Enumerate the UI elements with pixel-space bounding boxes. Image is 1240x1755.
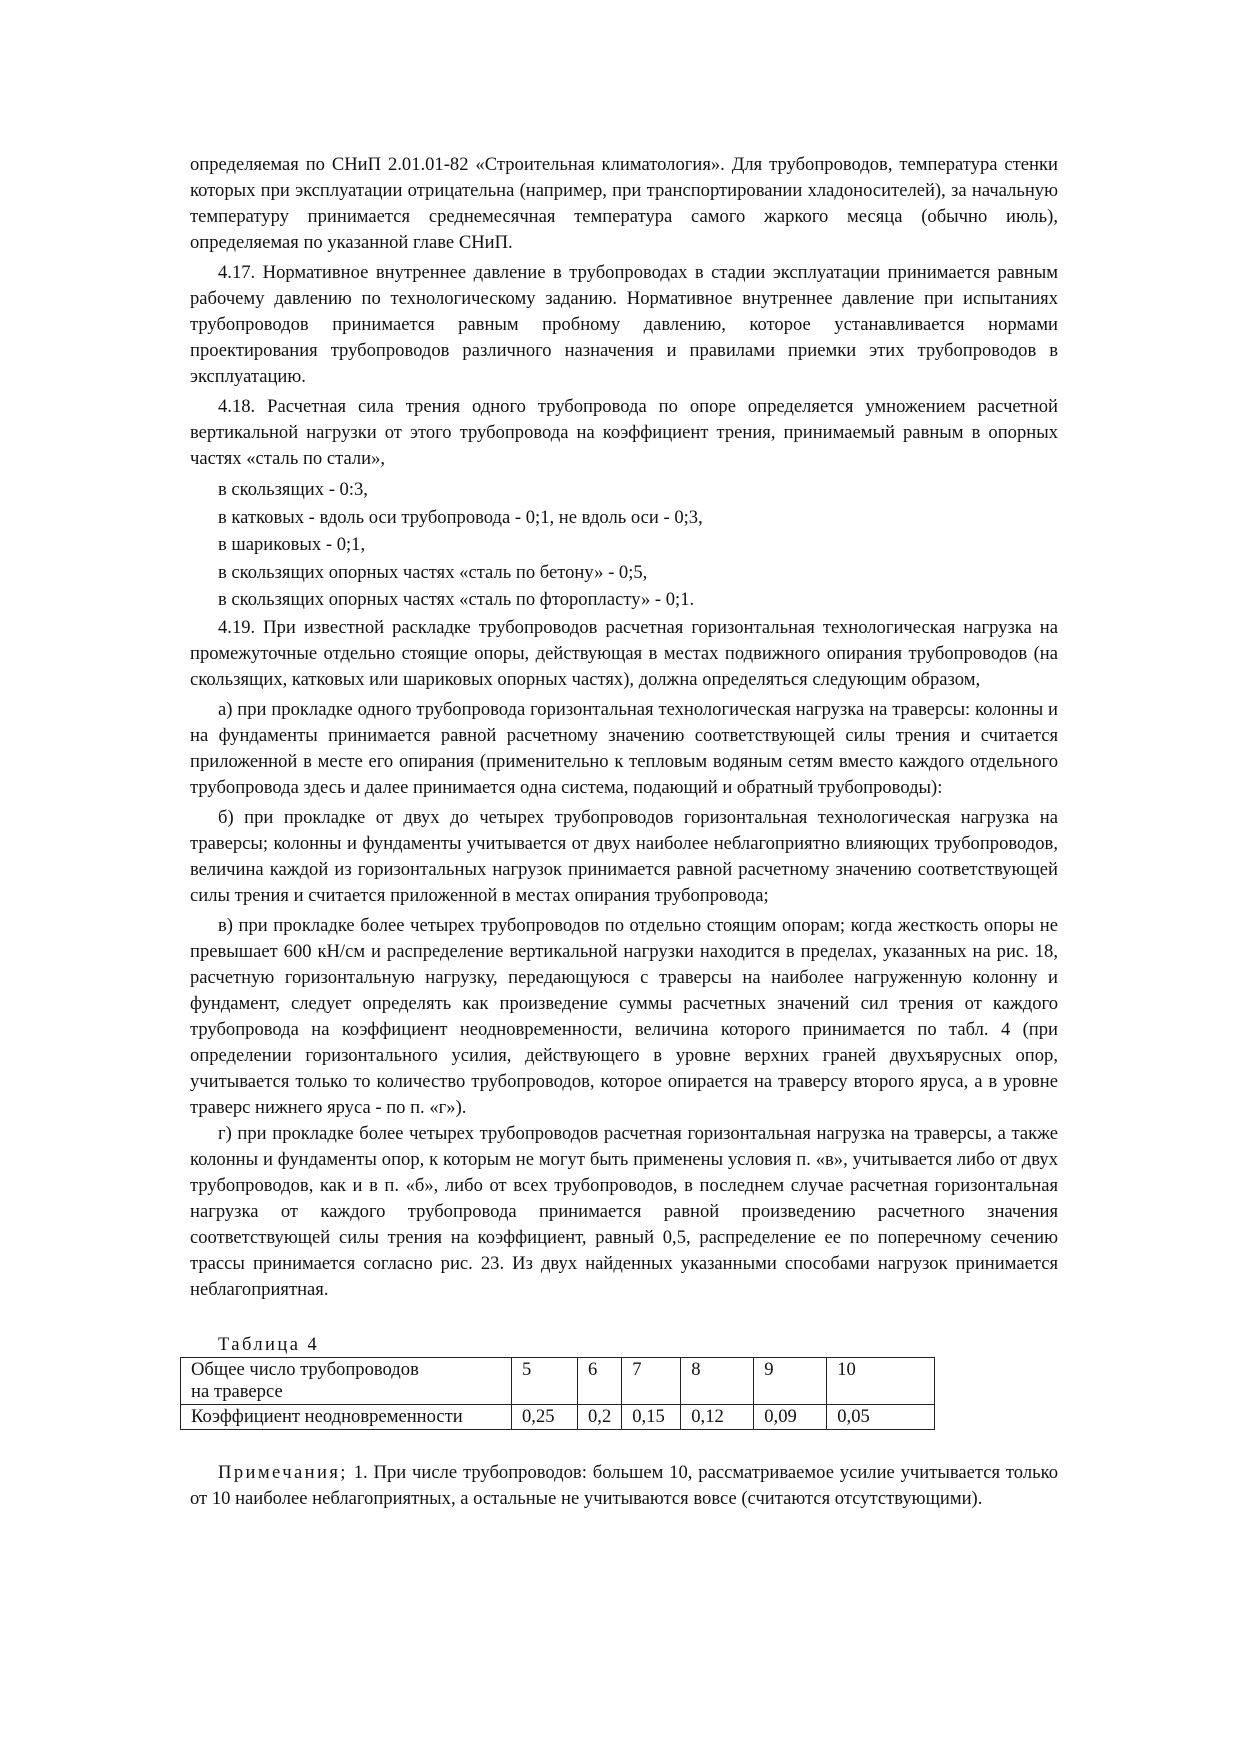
paragraph-4-18: 4.18. Расчетная сила трения одного трубопровода по опоре определяется умножением расчетной вертикальной нагрузки от этого трубопровода на коэффициент трения, принимаемый равным в опорных частях «сталь по стали»,: [190, 396, 1058, 469]
table-row: [181, 1357, 935, 1404]
table-cell: 5: [512, 1357, 578, 1404]
table-cell: 6: [578, 1357, 622, 1404]
paragraph-4-19-v: в) при прокладке более четырех трубопроводов по отдельно стоящим опорам; когда жесткость опоры не превышает 600 кН/см и распределение вертикальной нагрузки находится в пределах, указанных на рис. 18, расчетную горизонтальную нагрузку, передающуюся с траверсы на наиболее нагруженную колонну и фундамент, следует определять как произведение суммы расчетных значений сил трения от каждого трубопровода на коэффициент неодновременности, величина которого принимается по табл. 4 (при определении горизонтального усилия, действующего в уровне верхних граней двухъярусных опор, учитывается только то количество трубопроводов, которое опирается на траверсу второго яруса, а в уровне траверс нижнего яруса - по п. «г»).: [190, 914, 1058, 1118]
row-label-line: на траверсе: [191, 1380, 283, 1402]
paragraph-4-19-b: б) при прокладке от двух до четырех трубопроводов горизонтальная технологическая нагрузка на траверсы; колонны и фундаменты учитывается от двух наиболее неблагоприятно влияющих трубопроводов, величина каждой из горизонтальных нагрузок принимается равной расчетному значению соответствующей силы трения и считается приложенной в местах опирания трубопровода;: [190, 806, 1058, 906]
list-item: в скользящих опорных частях «сталь по фторопласту» - 0;1.: [218, 589, 695, 611]
table-row: [181, 1404, 935, 1429]
friction-coefficient-list: [190, 476, 1058, 614]
table-row-header: [181, 1357, 512, 1404]
paragraph-4-19: 4.19. При известной раскладке трубопроводов расчетная горизонтальная технологическая нагрузка на промежуточные отдельно стоящие опоры, действующая в местах подвижного опирания трубопроводов (на скользящих, катковых или шариковых опорных частях), должна определяться следующим образом,: [190, 616, 1058, 690]
list-item: в скользящих - 0:3,: [218, 479, 368, 500]
paragraph-4-19-g: г) при прокладке более четырех трубопроводов расчетная горизонтальная нагрузка на траверсы, а также колонны и фундаменты опор, к которым не могут быть применены условия п. «в», учитывается либо от двух трубопроводов, как и в п. «б», либо от всех трубопроводов, в последнем случае расчетная горизонтальная нагрузка от каждого трубопровода принимается равной произведению расчетного значения соответствующей силы трения на коэффициент, равный 0,5, распределение ее по поперечному сечению трассы принимается согласно рис. 23. Из двух найденных указанными способами нагрузок принимается неблагоприятная.: [190, 1122, 1058, 1300]
list-item: в шариковых - 0;1,: [218, 534, 366, 556]
table-cell: 0,12: [681, 1404, 754, 1429]
notes-text: 1. При числе трубопроводов: большем 10, рассматриваемое усилие учитывается только от 10 наиболее неблагоприятных, а остальные не учитываются вовсе (считаются отсутствующими).: [190, 1461, 1058, 1509]
paragraph-4-19-a: а) при прокладке одного трубопровода горизонтальная технологическая нагрузка на траверсы: колонны и на фундаменты принимается равной расчетному значению соответствующей силы трения и считается приложенной в месте его опирания (применительно к тепловым водяным сетям вместо каждого отдельного трубопровода здесь и далее принимается одна система, подающий и обратный трубопроводы):: [190, 698, 1058, 798]
table-cell: 8: [681, 1357, 754, 1404]
table-cell: 0,25: [512, 1404, 578, 1429]
table-cell: 7: [622, 1357, 681, 1404]
table-row-header: Коэффициент неодновременности: [181, 1404, 512, 1429]
table-cell: 0,15: [622, 1404, 681, 1429]
paragraph-4-17: 4.17. Нормативное внутреннее давление в трубопроводах в стадии эксплуатации принимается равным рабочему давлению по технологическому заданию. Нормативное внутреннее давление при испытаниях трубопроводов принимается равным пробному давлению, которое устанавливается нормами проектирования трубопроводов различного назначения и правилами приемки этих трубопроводов в эксплуатацию.: [190, 262, 1058, 387]
list-item: в катковых - вдоль оси трубопровода - 0;1, не вдоль оси - 0;3,: [218, 506, 703, 528]
list-item: в скользящих опорных частях «сталь по бетону» - 0;5,: [218, 561, 648, 583]
notes-label: Примечания;: [218, 1461, 348, 1483]
table-cell: 10: [827, 1357, 935, 1404]
paragraph-climatology: определяемая по СНиП 2.01.01-82 «Строительная климатология». Для трубопроводов, температура стенки которых при эксплуатации отрицательна (например, при транспортировании хладоносителей), за начальную температуру принимается среднемесячная температура самого жаркого месяца (обычно июль), определяемая по указанной главе СНиП.: [190, 154, 1058, 253]
document-page: [190, 152, 1058, 1512]
table-cell: 9: [754, 1357, 827, 1404]
row-label-line: Общее число трубопроводов: [191, 1358, 419, 1380]
table-caption: Таблица 4: [218, 1333, 320, 1355]
notes-paragraph: [190, 1460, 1058, 1512]
table-cell: 0,05: [827, 1404, 935, 1429]
table-cell: 0,09: [754, 1404, 827, 1429]
simultaneity-coefficient-table: [180, 1357, 935, 1430]
table-cell: 0,2: [578, 1404, 622, 1429]
